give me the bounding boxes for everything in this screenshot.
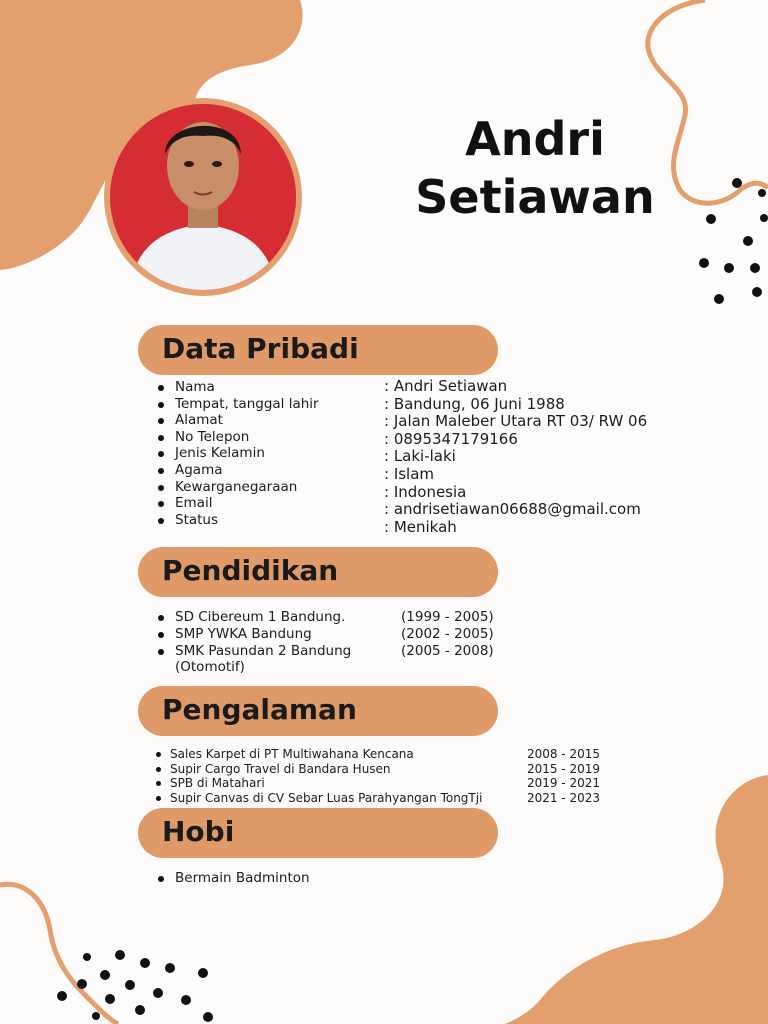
first-name: Andri <box>465 112 605 166</box>
personal-label: Agama <box>175 462 319 479</box>
school-name: SMK Pasundan 2 Bandung (Otomotif) <box>175 642 352 676</box>
job-role: SPB di Matahari <box>170 776 265 791</box>
personal-values-list <box>384 378 647 536</box>
job-years: 2015 - 2019 <box>526 761 600 776</box>
school-name: SMP YWKA Bandung <box>175 625 312 642</box>
school-name: SD Cibereum 1 Bandung. <box>175 609 346 625</box>
personal-value: : Bandung, 06 Juni 1988 <box>384 394 565 413</box>
personal-label: Status <box>175 512 319 529</box>
personal-label: Jenis Kelamin <box>175 445 319 462</box>
personal-label: Kewarganegaraan <box>175 479 319 496</box>
personal-label: Email <box>175 495 319 512</box>
profile-photo <box>104 98 302 296</box>
school-years: (2005 - 2008) <box>401 642 494 659</box>
education-item <box>175 626 515 643</box>
personal-label: No Telepon <box>175 429 319 446</box>
personal-value: : andrisetiawan06688@gmail.com <box>384 500 641 519</box>
education-item <box>175 643 515 677</box>
hobby-list <box>175 870 310 887</box>
personal-label: Tempat, tanggal lahir <box>175 395 319 412</box>
job-role: Supir Cargo Travel di Bandara Husen <box>170 761 391 776</box>
school-years: (2002 - 2005) <box>401 625 494 642</box>
job-years: 2008 - 2015 <box>526 747 600 761</box>
personal-label: Alamat <box>175 412 319 429</box>
section-header-experience <box>138 686 498 736</box>
personal-value: : Andri Setiawan <box>384 377 508 395</box>
experience-item <box>170 791 600 806</box>
personal-value: : 0895347179166 <box>384 429 518 448</box>
school-years: (1999 - 2005) <box>401 609 494 625</box>
section-header-education <box>138 547 498 597</box>
job-role: Sales Karpet di PT Multiwahana Kencana <box>170 747 414 761</box>
personal-value: : Indonesia <box>384 482 467 501</box>
section-header-personal <box>138 325 498 375</box>
portrait-illustration <box>110 104 296 290</box>
hobby-item: Bermain Badminton <box>175 870 310 886</box>
section-header-hobby <box>138 808 498 858</box>
section-title: Pendidikan <box>162 554 339 587</box>
personal-label: Nama <box>175 379 319 396</box>
personal-labels-list <box>175 379 319 528</box>
job-years: 2019 - 2021 <box>526 776 600 791</box>
experience-item <box>170 747 600 762</box>
education-list <box>175 609 515 676</box>
section-title: Data Pribadi <box>162 332 359 365</box>
section-title: Hobi <box>162 815 235 848</box>
person-name <box>400 110 670 226</box>
last-name: Setiawan <box>415 170 655 224</box>
personal-value: : Menikah <box>384 517 457 536</box>
personal-value: : Islam <box>384 464 435 483</box>
education-item <box>175 609 515 626</box>
experience-item <box>170 776 600 791</box>
personal-value: : Jalan Maleber Utara RT 03/ RW 06 <box>384 412 648 431</box>
job-years: 2021 - 2023 <box>526 790 600 805</box>
personal-value: : Laki-laki <box>384 447 456 466</box>
job-role: Supir Canvas di CV Sebar Luas Parahyangan TongTji <box>170 790 483 805</box>
section-title: Pengalaman <box>162 693 357 726</box>
experience-item <box>170 762 600 777</box>
experience-list <box>170 747 600 805</box>
